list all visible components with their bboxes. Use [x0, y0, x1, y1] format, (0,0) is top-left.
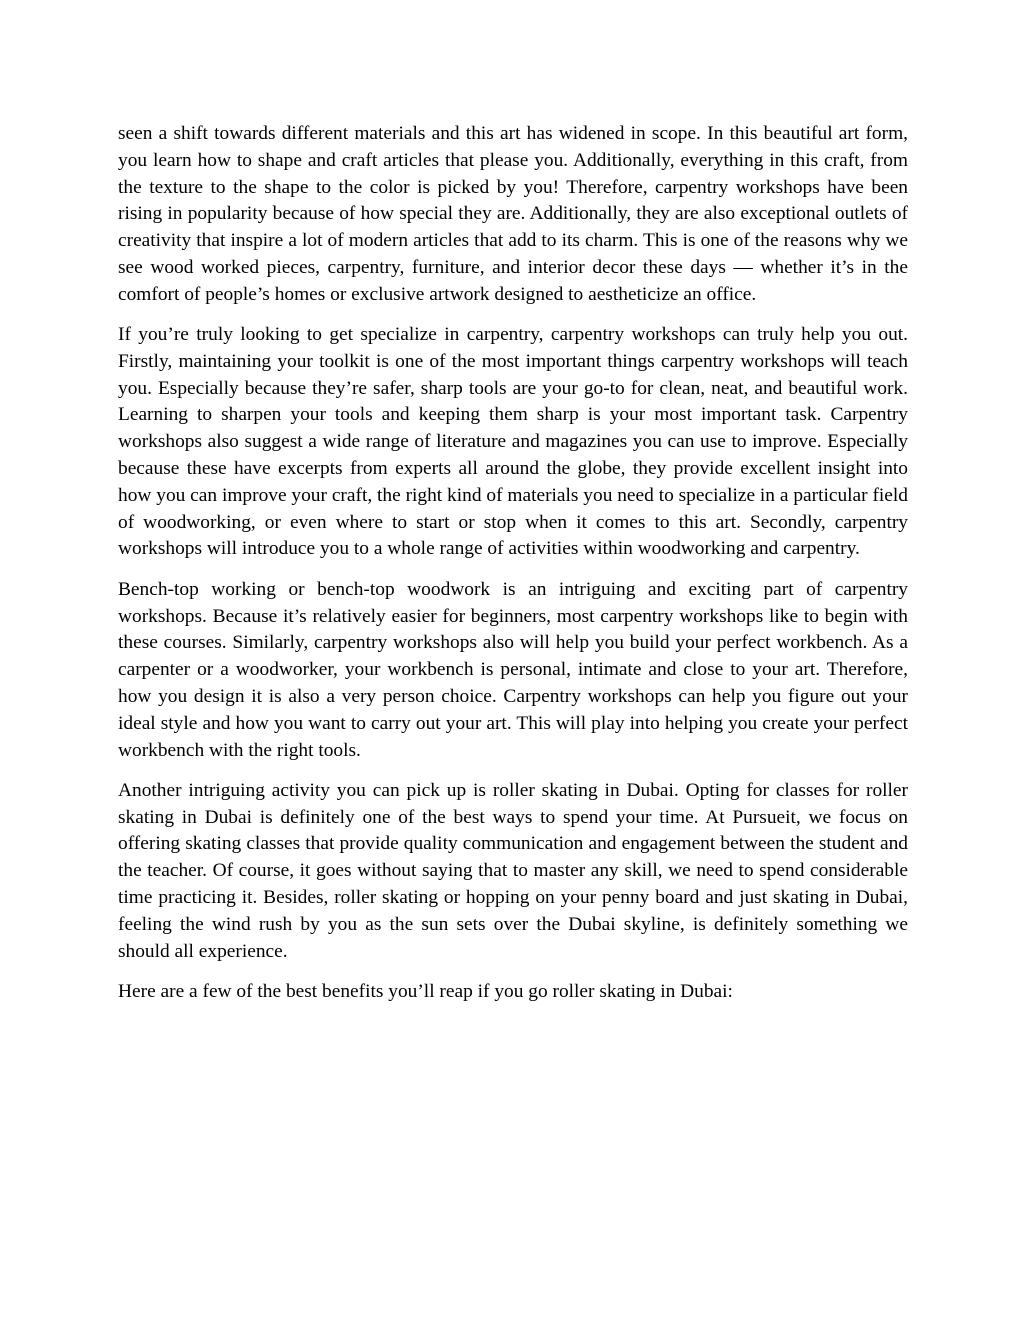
- paragraph-roller-skating: Another intriguing activity you can pick up is roller skating in Dubai. Opting for classes for roller skating in Dubai is definitely one of the best ways to spend your time. At Pursueit, we focus on offering skating classes that provide quality communication and engagement between the student and the teacher. Of course, it goes without saying that to master any skill, we need to spend considerable time practicing it. Besides, roller skating or hopping on your penny board and just skating in Dubai, feeling the wind rush by you as the sun sets over the Dubai skyline, is definitely something we should all experience.: [118, 779, 908, 962]
- paragraph-materials-shift: seen a shift towards different materials and this art has widened in scope. In this beautiful art form, you learn how to shape and craft articles that please you. Additionally, everything in this craft, from the texture to the shape to the color is picked by you! Therefore, carpentry workshops have been rising in popularity because of how special they are. Additionally, they are also exceptional outlets of creativity that inspire a lot of modern articles that add to its charm. This is one of the reasons why we see wood worked pieces, carpentry, furniture, and interior decor these days — whether it’s in the comfort of people’s homes or exclusive artwork designed to aestheticize an office.: [118, 123, 908, 305]
- paragraph-bench-top-working: Bench-top working or bench-top woodwork is an intriguing and exciting part of carpentry workshops. Because it’s relatively easier for beginners, most carpentry workshops like to begin with these courses. Similarly, carpentry workshops also will help you build your perfect workbench. As a carpenter or a woodworker, your workbench is personal, intimate and close to your art. Therefore, how you design it is also a very person choice. Carpentry workshops can help you figure out your ideal style and how you want to carry out your art. This will play into helping you create your perfect workbench with the right tools.: [118, 578, 908, 761]
- document-page: [118, 121, 908, 1019]
- paragraph-specialize-carpentry: If you’re truly looking to get specialize in carpentry, carpentry workshops can truly help you out. Firstly, maintaining your toolkit is one of the most important things carpentry workshops will teach you. Especially because they’re safer, sharp tools are your go-to for clean, neat, and beautiful work. Learning to sharpen your tools and keeping them sharp is your most important task. Carpentry workshops also suggest a wide range of literature and magazines you can use to improve. Especially because these have excerpts from experts all around the globe, they provide excellent insight into how you can improve your craft, the right kind of materials you need to specialize in a particular field of woodworking, or even where to start or stop when it comes to this art. Secondly, carpentry workshops will introduce you to a whole range of activities within woodworking and carpentry.: [118, 324, 908, 560]
- paragraph-benefits-intro: Here are a few of the best benefits you’ll reap if you go roller skating in Dubai:: [118, 980, 733, 1002]
